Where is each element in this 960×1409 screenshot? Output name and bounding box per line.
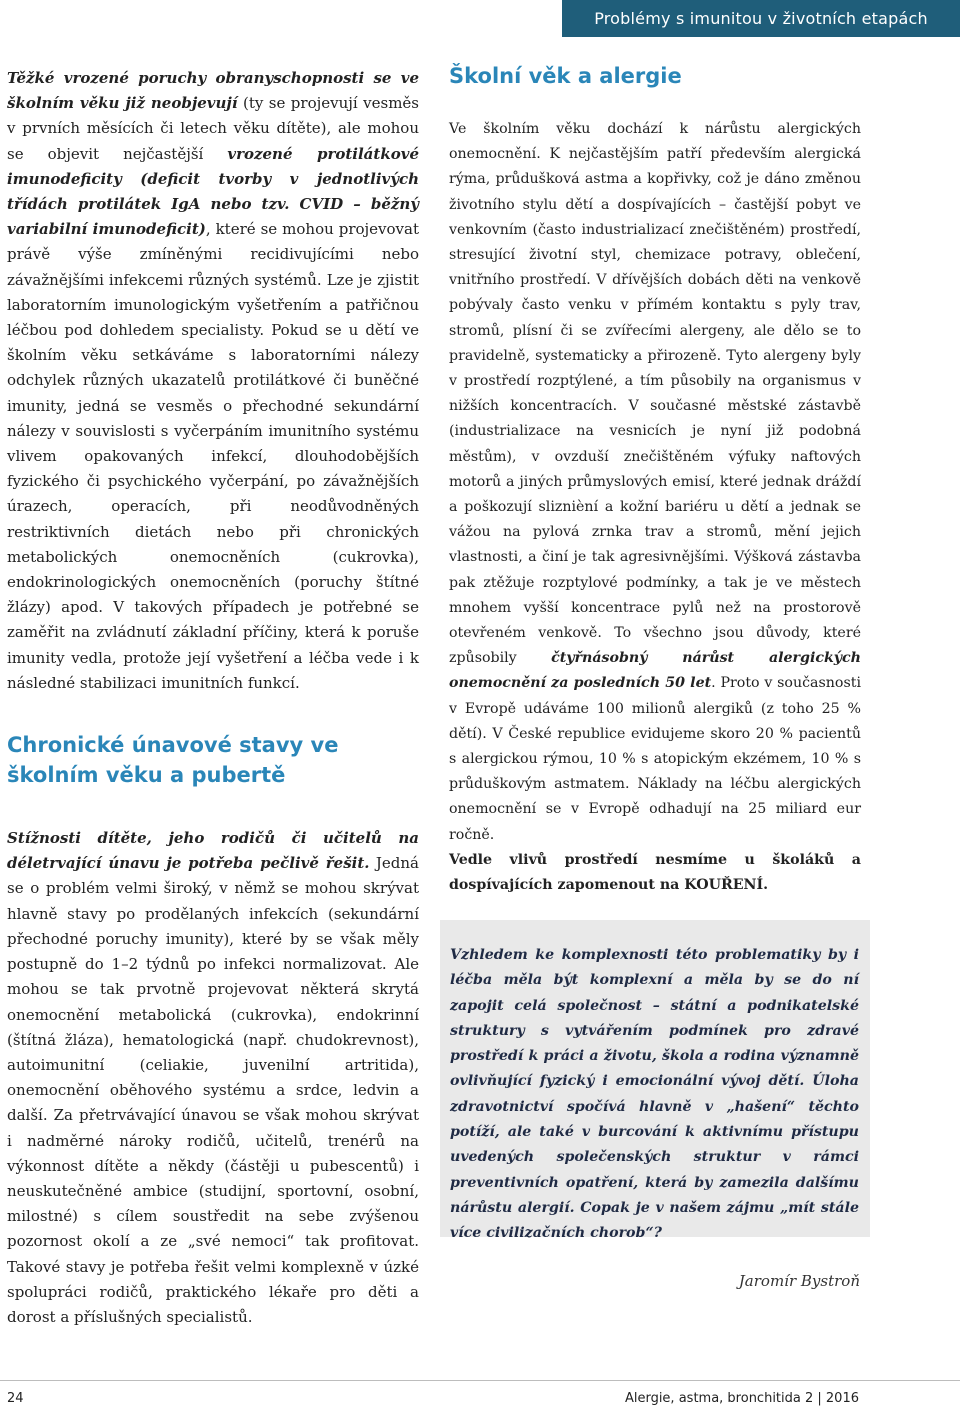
left-paragraph-2 <box>7 826 419 1330</box>
body-text: (ty se projevují vesměs v prvních měsících či letech věku dítěte), ale mohou se objevit nejčastější <box>7 94 420 163</box>
body-text: , které se mohou projevovat právě výše zmíněnými recidivujícími nebo závažnějšími infekcemi různých systémů. <box>7 220 420 289</box>
emphasis-text: čtyřnásobný nárůst alergických onemocnění za posledních 50 let <box>449 650 861 692</box>
footer-divider <box>0 1380 960 1381</box>
body-text: Ve školním věku dochází k nárůstu alergických onemocnění. K nejčastějším patří především alergická rýma, průdušková astma a kopřivky, což je dáno změnou životního stylu dětí a dospívajících – častější pobyt ve venkovním (často industrializací znečištěném) prostředí, stresující životní styl, chemizace potravy, oblečení, vnitřního prostředí. V dřívějších dobách děti na venkově pobývaly často venku v přímém kontaktu s pyly trav, stromů, plísní či se zvířecími alergeny, ale dělo se to pravidelně, systematicky a přirozeně. Tyto alergeny byly v prostředí rozptýlené, a tím působily na organismus v nižších koncentracích. V současné městské zástavbě (industrializace na vesnicích je nyní již podobná městům), v ovzduší znečištěném výfuky naftových motorů a jiných průmyslových emisí, které jednak dráždí a poškozují sliznièní a kožní bariéru u dětí a jednak se vážou na pylová zrnka trav a stromů, mění jejich vlastnosti, a činí je tak agresivnějšími. Výšková zástavba pak ztěžuje rozptylové podmínky, a tak je ve městech mnohem vyšší koncentrace pylů než na prostorově otevřeném venkově. To všechno jsou důvody, které způsobily <box>449 121 861 667</box>
journal-issue: Alergie, astma, bronchitida 2 | 2016 <box>624 1391 859 1406</box>
header-bar <box>562 0 960 37</box>
body-text: Jedná se o problém velmi široký, v němž se mohou skrývat hlavně stavy po prodělaných infekcích (sekundární přechodné poruchy imunity), které by se však měly postupně do 1–2 týdnů po infekci normalizovat. Ale mohou se tak prvotně projevovat některá skrytá onemocnění metabolická (cukrovka), endokrinní (štítná žláza), hematologická (např. chudokrevnost), autoimunitní (celiakie, juvenilní artritida), onemocnění oběhového systému a srdce, ledvin a další. Za přetrvávající únavou se však mohou skrývat i nadměrné nároky rodičů, učitelů, trenérů na výkonnost dítěte a někdy (částěji u pubescentů) i neuskutečněné ambice (studijní, sportovní, osobní, milostné) s cílem soustředit na sebe zvýšenou pozornost okolí a ze „své nemoci“ tak profitovat. Takové stavy je potřeba řešit velmi komplexně v úzké spolupráci rodičů, praktického lékaře pro děti a dorost a příslušných specialistů. <box>7 854 419 1326</box>
left-paragraph-1 <box>7 66 419 696</box>
emphasis-text: Stížnosti dítěte, jeho rodičů či učitelů na déletrvající únavu je potřeba pečlivě řešit. <box>7 829 419 873</box>
body-text: . Proto v současnosti v Evropě udáváme 100 milionů alergiků (z toho 25 % dětí). V České republice evidujeme skoro 20 % pacientů s alergickou rýmou, 10 % s atopickým ekzémem, 10 % s průduškovým astmatem. Náklady na léčbu alergických onemocnění se v Evropě odhadují na 25 miliard eur ročně. <box>449 675 861 843</box>
callout-text: Vzhledem ke komplexnosti této problematiky by i léčba měla být komplexní a měla by se do ní zapojit celá společnost – státní a podnikatelské struktury s vytvářením podmínek pro zdravé prostředí k práci a životu, škola a rodina významně ovlivňující fyzický i emocionální vývoj dětí. Úloha zdravotnictví spočívá hlavně v „hašení“ těchto potíží, ale také v burcování k aktivnímu přístupu uvedených společenských struktur v rámci preventivních opatření, která by zamezila dalšímu nárůstu alergií. Copak je v našem zájmu „mít stále více civilizačních chorob“? <box>450 947 859 1242</box>
section-heading-school-allergy: Školní věk a alergie <box>449 64 682 88</box>
callout-box <box>440 920 870 1242</box>
emphasis-text: vrozené protilátkové imunodeficity (deficit tvorby v jednotlivých třídách protilátek IgA nebo tzv. CVID – běžný variabilní imunodeficit) <box>7 144 419 239</box>
emphasis-text: Těžké vrozené poruchy obranyschopnosti se ve školním věku již neobjevují <box>7 69 419 113</box>
page-number: 24 <box>7 1391 24 1406</box>
left-column <box>7 66 419 1330</box>
body-text: Lze je zjistit laboratorním imunologickým vyšetřením a patřičnou léčbou pod dohledem specialisty. Pokud se u dětí ve školním věku setkáváme s laboratorními nálezy odchylek různých ukazatelů protilátkové či buněčné imunity, jedná se vesměs o přechodné sekundární nálezy v souvislosti s vyčerpáním imunitního systému vlivem opakovaných infekcí, dlouhodobějších fyzického či psychického vyčerpání, po závažnějších úrazech, operacích, při neodůvodněných restriktivních dietách nebo při chronických metabolických onemocněních (cukrovka), endokrinologických onemocněních (poruchy štítné žlázy) apod. V takových případech je potřebné se zaměřit na zvládnutí základní příčiny, která k poruše imunity vedla, protože její vyšetření a léčba vede i k následné stabilizaci imunitních funkcí. <box>7 270 419 692</box>
right-paragraph-1 <box>449 117 861 848</box>
section-title: Problémy s imunitou v životních etapách <box>594 9 928 28</box>
right-column <box>449 117 861 898</box>
section-heading-chronic-fatigue: Chronické únavové stavy ve školním věku a pubertě <box>7 733 339 788</box>
author-signature: Jaromír Bystroň <box>738 1272 860 1290</box>
right-paragraph-smoking: Vedle vlivů prostředí nesmíme u školáků a dospívajících zapomenout na KOUŘENÍ. <box>449 851 861 894</box>
